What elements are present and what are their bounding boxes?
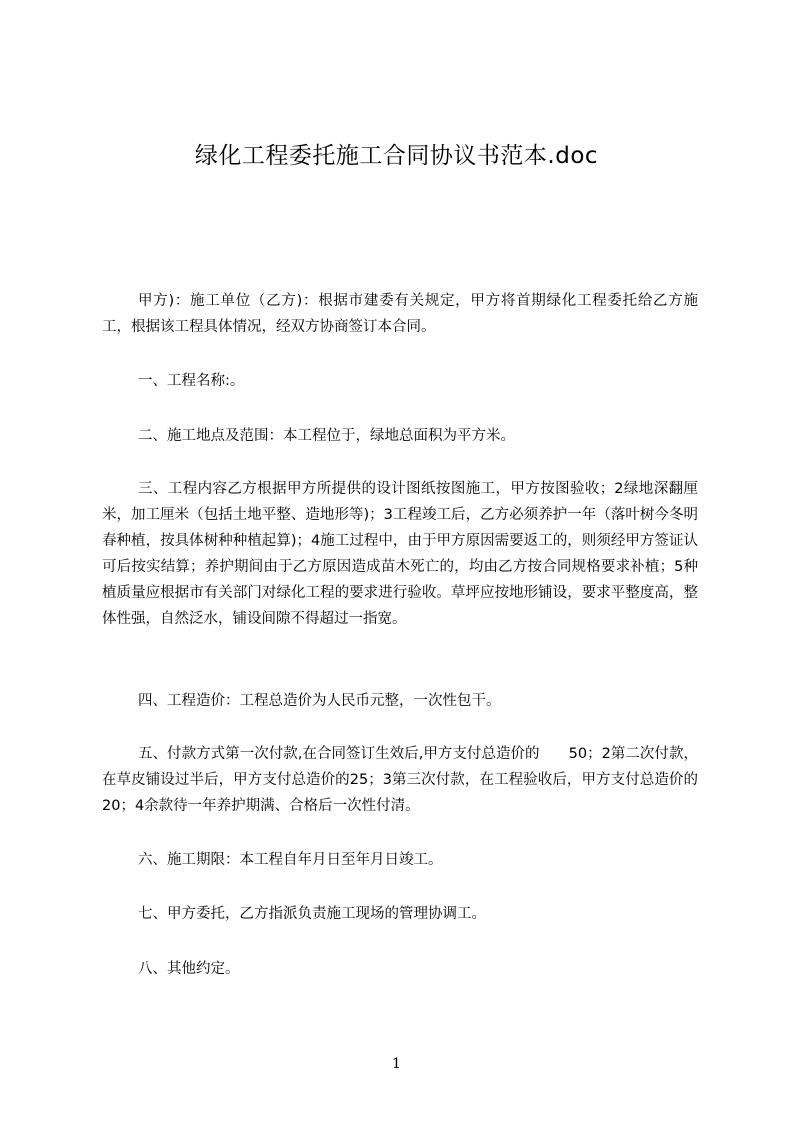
paragraph-work-content: 三、工程内容乙方根据甲方所提供的设计图纸按图施工，甲方按图验收；2绿地深翻厘米，加工厘米（包括土地平整、造地形等)；3工程竣工后，乙方必须养护一年（落叶树今冬明春种植，按具体树种种植起算)；4施工过程中，由于甲方原因需要返工的，则须经甲方签证认可后按实结算；养护期间由于乙方原因造成苗木死亡的，均由乙方按合同规格要求补植；5种植质量应根据市有关部门对绿化工程的要求进行验收。草坪应按地形铺设，要求平整度高，整体性强，自然泛水，铺设间隙不得超过一指宽。 (102, 481, 698, 627)
paragraph-payment-terms: 五、付款方式第一次付款,在合同签订生效后,甲方支付总造价的 50；2第二次付款，在草皮铺设过半后，甲方支付总造价的25；3第三次付款，在工程验收后，甲方支付总造价的20；4余款待一年养护期满、合格后一次性付清。 (102, 746, 698, 814)
paragraph-project-cost: 四、工程造价：工程总造价为人民币元整，一次性包干。 (138, 693, 501, 709)
paragraph-location-scope: 二、施工地点及范围：本工程位于，绿地总面积为平方米。 (138, 428, 515, 444)
paragraph-project-name: 一、工程名称:。 (138, 373, 245, 389)
page-number: 1 (392, 1056, 401, 1072)
paragraph-other-terms: 八、其他约定。 (138, 961, 240, 977)
paragraph-delegation: 七、甲方委托，乙方指派负责施工现场的管理协调工。 (138, 906, 486, 922)
paragraph-intro: 甲方)：施工单位（乙方)：根据市建委有关规定，甲方将首期绿化工程委托给乙方施工，根据该工程具体情况，经双方协商签订本合同。 (102, 293, 698, 335)
document-title: 绿化工程委托施工合同协议书范本.doc (194, 143, 599, 169)
paragraph-construction-period: 六、施工期限：本工程自年月日至年月日竣工。 (138, 852, 443, 868)
